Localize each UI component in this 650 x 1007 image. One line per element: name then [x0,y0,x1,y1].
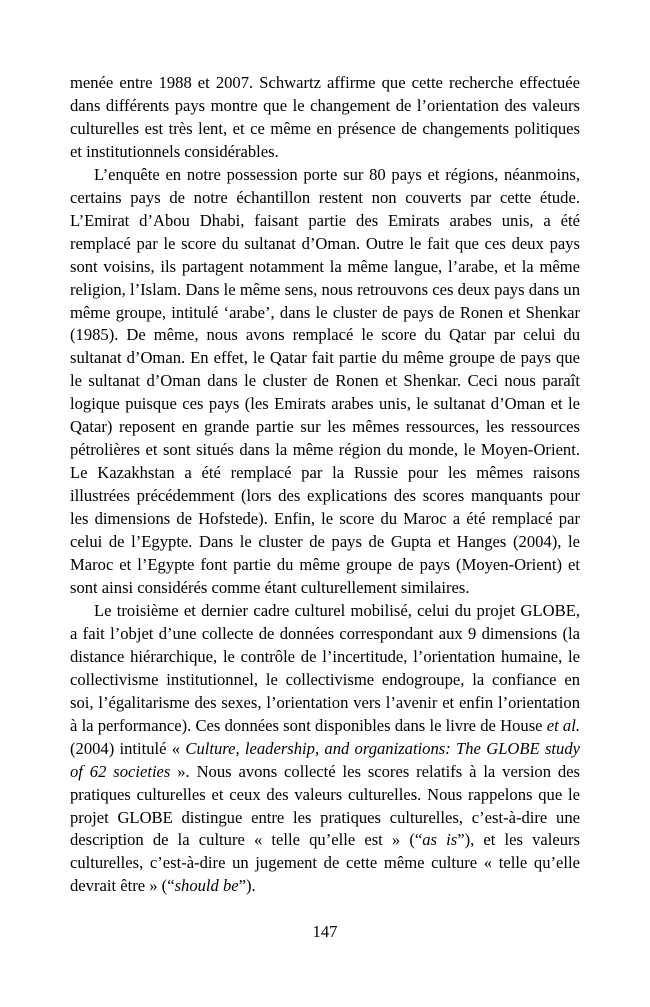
page-number: 147 [312,922,338,941]
italic-run: et al. [546,715,580,735]
italic-run: Culture, leadership, and organizations: The GLOBE study of 62 societies [70,738,580,781]
paragraph: L’enquête en notre possession porte sur 80 pays et régions, néanmoins, certains pays de notre échantillon restent non couverts par cette étude. L’Emirat d’Abou Dhabi, faisant partie des Emirats arabes unis, a été remplacé par le score du sultanat d’Oman. Outre le fait que ces deux pays sont voisins, ils partagent notamment la même langue, l’arabe, et la même religion, l’Islam. Dans le même sens, nous retrouvons ces deux pays dans un même groupe, intitulé ‘arabe’, dans le cluster de pays de Ronen et Shenkar (1985). De même, nous avons remplacé le score du Qatar par celui du sultanat d’Oman. En effet, le Qatar fait partie du même groupe de pays que le sultanat d’Oman dans le cluster de Ronen et Shenkar. Ceci nous paraît logique puisque ces pays (les Emirats arabes unis, le sultanat d’Oman et le Qatar) reposent en grande partie sur les mêmes ressources, les ressources pétrolières et sont situés dans la même région du monde, le Moyen-Orient. Le Kazakhstan a été remplacé par la Russie pour les mêmes raisons illustrées précédemment (lors des explications des scores manquants pour les dimensions de Hofstede). Enfin, le score du Maroc a été remplacé par celui de l’Egypte. Dans le cluster de pays de Gupta et Hanges (2004), le Maroc et l’Egypte font partie du même groupe de pays (Moyen-Orient) et sont ainsi considérés comme étant culturellement similaires. [70,164,580,597]
paragraph: menée entre 1988 et 2007. Schwartz affirme que cette recherche effectuée dans différents pays montre que le changement de l’orientation des valeurs culturelles est très lent, et ce même en présence de changements politiques et institutionnels considérables. [70,73,580,161]
body-text-column [70,72,580,898]
paragraph: Le troisième et dernier cadre culturel mobilisé, celui du projet GLOBE, a fait l’objet d’une collecte de données correspondant aux 9 dimensions (la distance hiérarchique, le contrôle de l’incertitude, l’orientation humaine, le collectivisme institutionnel, le collectivisme endogroupe, la confiance en soi, l’égalitarisme des sexes, l’orientation vers l’avenir et enfin l’orientation à la performance). Ces données sont disponibles dans le livre de House et al. (2004) intitulé « Culture, leadership, and organizations: The GLOBE study of 62 societies ». Nous avons collecté les scores relatifs à la version des pratiques culturelles et ceux des valeurs culturelles. Nous rappelons que le projet GLOBE distingue entre les pratiques culturelles, c’est-à-dire une description de la culture « telle qu’elle est » (“as is”), et les valeurs culturelles, c’est-à-dire un jugement de cette même culture « telle qu’elle devrait être » (“should be”). [70,600,581,896]
italic-run: should be [174,876,239,896]
italic-run: as is [422,830,458,850]
